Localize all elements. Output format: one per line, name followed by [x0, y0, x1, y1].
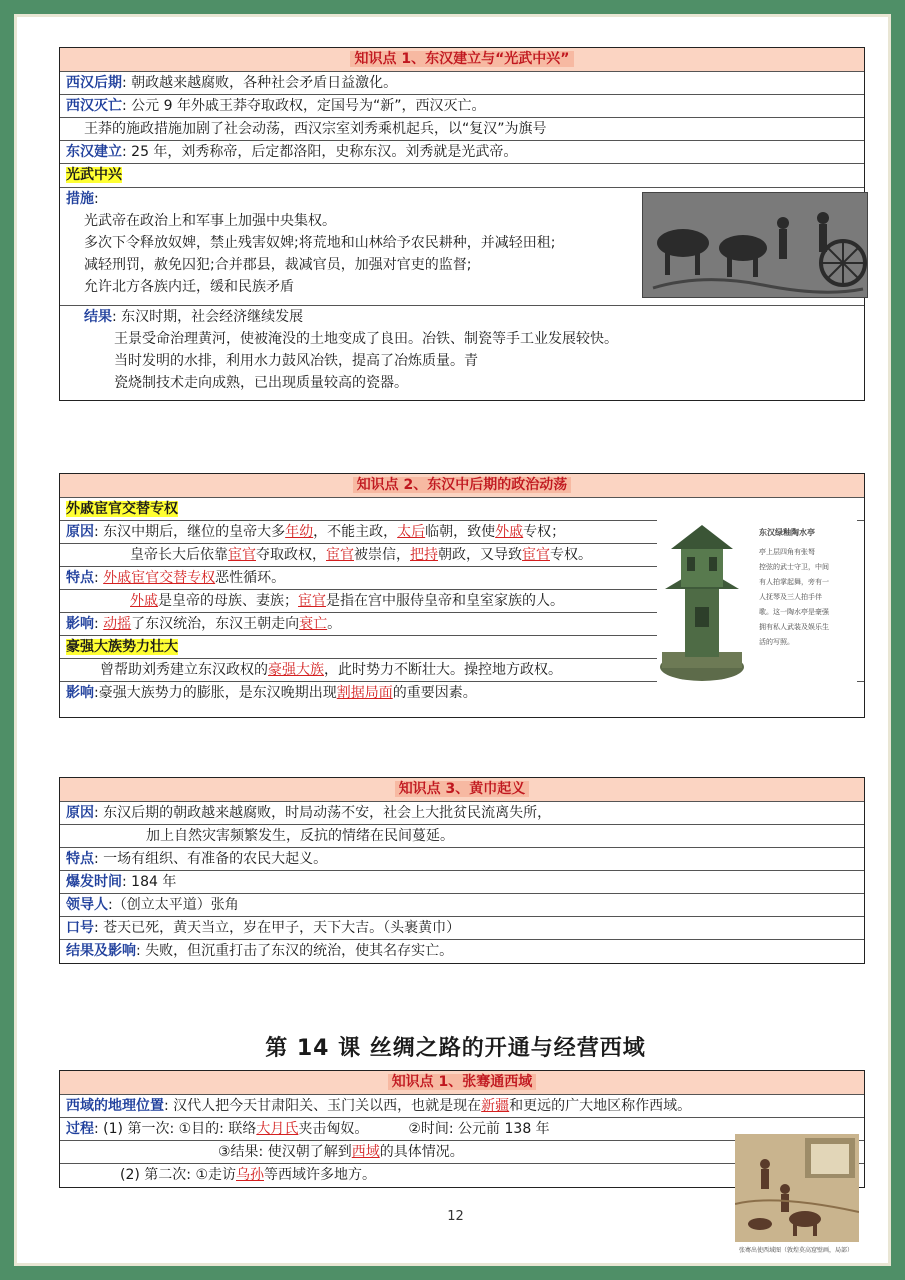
row-western-han-fall: 西汉灭亡: 公元 9 年外戚王莽夺取政权，定国号为“新”，西汉灭亡。 [60, 95, 864, 118]
row-relatives-eunuchs: 外戚宦官交替专权 [60, 498, 864, 521]
han-stone-relief-image [642, 192, 868, 298]
row-result: 结果及影响: 失败，但沉重打击了东汉的统治，使其名存实亡。 [66, 943, 454, 959]
row-cause-1: 原因: 东汉后期的朝政越来越腐败，时局动荡不安，社会上大批贫民流离失所， [60, 802, 864, 825]
section-header: 知识点 2、东汉中后期的政治动荡 [60, 474, 864, 498]
result-1: 王景受命治理黄河，使被淹没的土地变成了良田。冶铁、制瓷等手工业发展较快。 [114, 331, 618, 347]
row-process-2: ③结果: 使汉朝了解到西域的具体情况。 [60, 1141, 864, 1164]
page [14, 14, 891, 1266]
result-2: 当时发明的水排，利用水力鼓风冶铁，提高了冶炼质量。青 [114, 353, 478, 369]
mural-caption: 张骞出使西域图（敦煌莫高窟壁画，局部） [739, 1247, 854, 1254]
section-header: 知识点 3、黄巾起义 [60, 778, 864, 802]
row-cause-2: 皇帝长大后依靠宦官夺取政权，宦官被崇信，把持朝政，又导致宦官专权。 [60, 544, 664, 567]
row-eastern-han-founding: 东汉建立: 25 年，刘秀称帝，后定都洛阳，史称东汉。刘秀就是光武帝。 [60, 141, 864, 164]
pavilion-caption-line: 有人拍掌起舞，旁有一 [759, 578, 829, 586]
row-process-1: 过程: (1) 第一次: ①目的: 联络大月氏夹击匈奴。 ②时间: 公元前 138 年 [60, 1118, 864, 1141]
pavilion-caption-line: 控弦的武士守卫，中间 [759, 563, 829, 571]
row-slogan: 口号: 苍天已死，黄天当立，岁在甲子，天下大吉。（头裹黄巾） [60, 917, 864, 940]
measure-3: 减轻刑罚，赦免囚犯;合并郡县，裁减官员，加强对官吏的监督; [84, 257, 472, 273]
pavilion-caption-title: 东汉绿釉陶水亭 [759, 527, 815, 537]
results-block: 结果: 东汉时期，社会经济继续发展 王景受命治理黄河，使被淹没的土地变成了良田。冶铁、制瓷等手工业发展较快。 当时发明的水排，利用水力鼓风冶铁，提高了冶炼质量。青 瓷烧制技术走向成熟，已出现质量较高的瓷器。 [60, 306, 864, 400]
row-gentry: 豪强大族势力壮大 [60, 636, 664, 659]
row-gentry-desc: 曾帮助刘秀建立东汉政权的豪强大族，此时势力不断壮大。操控地方政权。 [60, 659, 864, 682]
row-outbreak-time: 爆发时间: 184 年 [60, 871, 864, 894]
row-process-3: (2) 第二次: ①走访乌孙等西域许多地方。 [120, 1167, 376, 1183]
result-3: 瓷烧制技术走向成熟，已出现质量较高的瓷器。 [114, 375, 408, 391]
row-wang-mang: 王莽的施政措施加剧了社会动荡，西汉宗室刘秀乘机起兵，以“复汉”为旗号 [60, 118, 864, 141]
row-gentry-impact: 影响:豪强大族势力的膨胀，是东汉晚期出现割据局面的重要因素。 [66, 685, 477, 701]
measure-1: 光武帝在政治上和军事上加强中央集权。 [84, 213, 336, 229]
row-cause-1: 原因: 东汉中期后，继位的皇帝大多年幼，不能主政，太后临朝，致使外戚专权； [60, 521, 664, 544]
row-guangwu-revival: 光武中兴 [60, 164, 864, 188]
section-header: 知识点 1、张骞通西域 [60, 1071, 864, 1095]
green-glazed-pavilion-image [657, 517, 857, 687]
pavilion-caption-line: 拥有私人武装及娱乐生 [759, 623, 829, 631]
section-header: 知识点 1、东汉建立与“光武中兴” [60, 48, 864, 72]
pavilion-caption-line: 歌。这一陶水亭是豪强 [759, 608, 829, 616]
measure-4: 允许北方各族内迁，缓和民族矛盾 [84, 279, 294, 295]
row-location: 西域的地理位置: 汉代人把今天甘肃阳关、玉门关以西，也就是现在新疆和更远的广大地区称作西域。 [60, 1095, 864, 1118]
lesson-title: 第 14 课 丝绸之路的开通与经营西域 [265, 1036, 646, 1061]
row-leader: 领导人:（创立太平道）张角 [60, 894, 864, 917]
section-yellow-turban [59, 777, 865, 964]
row-feature: 特点: 一场有组织、有准备的农民大起义。 [60, 848, 864, 871]
row-feature: 特点: 外戚宦官交替专权恶性循环。 [60, 567, 664, 590]
row-definitions: 外戚是皇帝的母族、妻族；宦官是指在宫中服侍皇帝和皇室家族的人。 [60, 590, 664, 613]
measure-2: 多次下令释放奴婢，禁止残害奴婢;将荒地和山林给予农民耕种，并减轻田租; [84, 235, 556, 251]
pavilion-caption-line: 人抚琴及三人拍手伴 [759, 593, 822, 601]
dunhuang-mural-image [735, 1134, 859, 1242]
page-number: 12 [447, 1209, 464, 1224]
pavilion-caption-line: 亭上层四角有张弩 [759, 548, 815, 556]
row-late-western-han: 西汉后期: 朝政越来越腐败，各种社会矛盾日益激化。 [60, 72, 864, 95]
pavilion-caption-line: 活的写照。 [759, 638, 794, 646]
pavilion-caption-text [759, 545, 829, 650]
row-cause-2: 加上自然灾害频繁发生，反抗的情绪在民间蔓延。 [60, 825, 864, 848]
measures-block: 措施: 光武帝在政治上和军事上加强中央集权。 多次下令释放奴婢，禁止残害奴婢;将荒地和山林给予农民耕种，并减轻田租; 减轻刑罚，赦免囚犯;合并郡县，裁减官员，加强对官吏的监督; 允许北方各族内迁，缓和民族矛盾 [60, 188, 864, 306]
row-impact: 影响: 动摇了东汉统治，东汉王朝走向衰亡。 [60, 613, 664, 636]
